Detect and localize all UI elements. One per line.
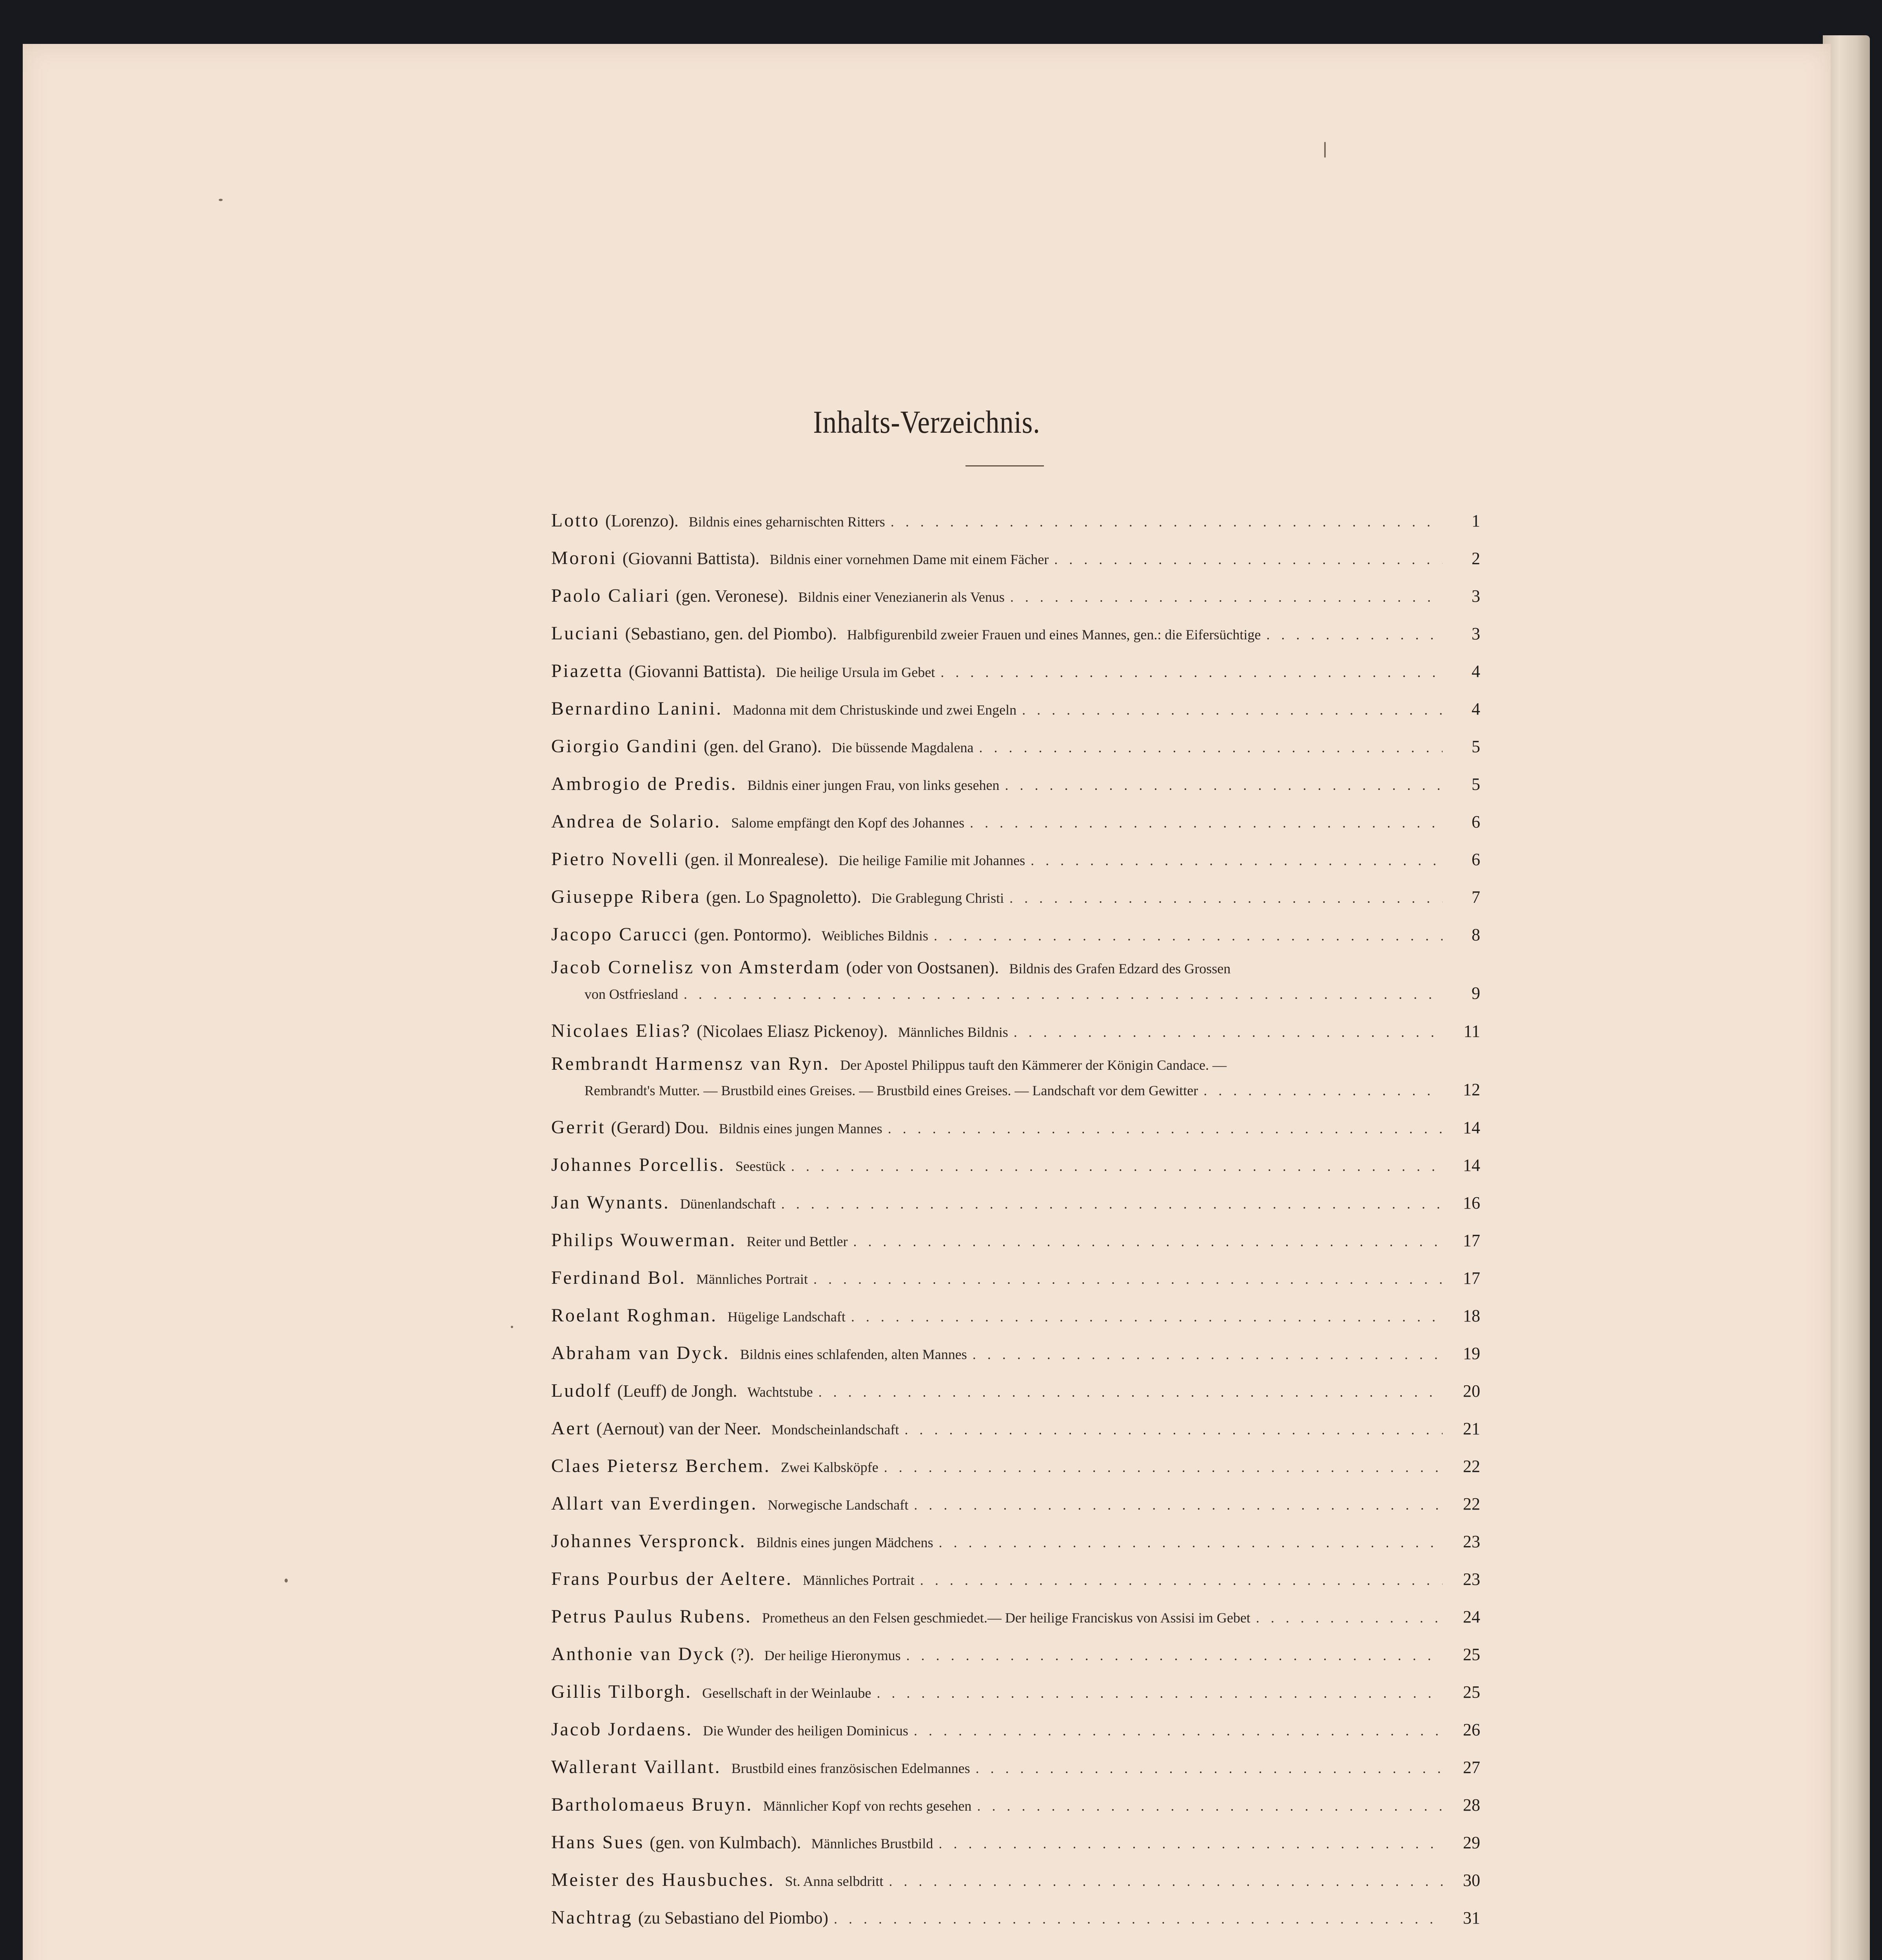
toc-entry: [551, 1635, 1480, 1673]
toc-work-title: Salome empfängt den Kopf des Johannes: [731, 815, 965, 831]
toc-artist: Wallerant Vaillant.: [551, 1757, 721, 1777]
dot-leader: [1025, 842, 1443, 878]
toc-entry-line: [551, 1673, 1480, 1711]
toc-page-number: 8: [1472, 925, 1480, 944]
toc-artist: Petrus Paulus Rubens.: [551, 1606, 752, 1627]
dot-leader: [878, 1448, 1443, 1485]
toc-work-title: Brustbild eines französischen Edelmannes: [731, 1760, 970, 1776]
dot-leader: [808, 1260, 1443, 1297]
dot-leader: [813, 1373, 1443, 1410]
toc-work-title: Hügelige Landschaft: [727, 1309, 846, 1325]
toc-entry-line: [551, 765, 1480, 803]
toc-entry-line: [551, 1410, 1480, 1447]
toc-entry-continuation: [551, 975, 1480, 1012]
toc-artist-detail: (Aernout) van der Neer.: [596, 1419, 761, 1438]
paper-speck: [285, 1579, 288, 1583]
toc-entry-line: [551, 1109, 1480, 1146]
toc-page-number: 19: [1463, 1344, 1480, 1363]
toc-work-title: St. Anna selbdritt: [785, 1873, 884, 1889]
dot-leader: [933, 1825, 1443, 1861]
toc-artist-detail: (Giovanni Battista).: [628, 662, 766, 681]
toc-entry-line: [551, 1711, 1480, 1748]
toc-page-number: 2: [1472, 549, 1480, 568]
toc-entry: [551, 502, 1480, 539]
paper-speck: [1324, 142, 1326, 158]
toc-artist: Nachtrag: [551, 1907, 633, 1928]
toc-page-number: 22: [1463, 1494, 1480, 1514]
toc-work-title: Prometheus an den Felsen geschmiedet.— Der heilige Franciskus von Assisi im Gebet: [762, 1610, 1250, 1626]
dot-leader: [871, 1674, 1443, 1711]
toc-entry: [551, 539, 1480, 577]
toc-entry: [551, 690, 1480, 728]
dot-leader: [884, 1862, 1443, 1899]
toc-page-number: 5: [1472, 775, 1480, 794]
toc-artist: Johannes Verspronck.: [551, 1531, 746, 1552]
toc-artist: Giuseppe Ribera: [551, 886, 701, 907]
dot-leader: [885, 503, 1443, 539]
toc-artist: Giorgio Gandini: [551, 736, 699, 757]
dot-leader: [1250, 1599, 1443, 1635]
toc-artist-detail: (zu Sebastiano del Piombo): [638, 1908, 829, 1927]
dot-leader: [928, 917, 1443, 953]
toc-artist: Roelant Roghman.: [551, 1305, 717, 1326]
toc-page-number: 30: [1463, 1871, 1480, 1890]
toc-page-number: 21: [1463, 1419, 1480, 1438]
toc-entry-line: [551, 1184, 1480, 1221]
toc-page-number: 25: [1463, 1682, 1480, 1702]
toc-work-title-continued: von Ostfriesland: [584, 986, 678, 1002]
toc-entry: [551, 803, 1480, 840]
toc-entry: [551, 878, 1480, 916]
toc-artist: Hans Sues: [551, 1832, 644, 1853]
toc-artist-detail: (Gerard) Dou.: [611, 1118, 709, 1137]
document-page: [23, 44, 1831, 1960]
toc-artist-detail: (Leuff) de Jongh.: [617, 1381, 737, 1401]
toc-entry-line: [551, 1598, 1480, 1635]
toc-artist: Gerrit: [551, 1117, 606, 1138]
toc-page-number: 1: [1472, 511, 1480, 530]
toc-artist-detail: (oder von Oostsanen).: [846, 958, 999, 977]
toc-artist-detail: (gen. von Kulmbach).: [650, 1833, 801, 1852]
dot-leader: [901, 1637, 1443, 1673]
toc-page-number: 25: [1463, 1645, 1480, 1664]
toc-artist-detail: (Lorenzo).: [605, 511, 679, 530]
toc-artist-detail: (Giovanni Battista).: [622, 549, 760, 568]
toc-page-number: 5: [1472, 737, 1480, 756]
toc-page-number: 28: [1463, 1795, 1480, 1815]
dot-leader: [908, 1712, 1443, 1748]
toc-entry: [551, 1899, 1480, 1936]
toc-work-title: Bildnis des Grafen Edzard des Grossen: [1009, 961, 1231, 976]
toc-artist: Jacob Jordaens.: [551, 1719, 693, 1740]
toc-entry: [551, 1861, 1480, 1899]
paper-speck: [219, 199, 223, 201]
toc-work-title: Die Wunder des heiligen Dominicus: [703, 1723, 909, 1739]
toc-artist: Lotto: [551, 510, 600, 531]
toc-work-title: Bildnis eines geharnischten Ritters: [688, 514, 885, 530]
toc-work-title: Gesellschaft in der Weinlaube: [702, 1685, 871, 1701]
toc-work-title: Die büssende Magdalena: [831, 740, 974, 755]
toc-entry-line: [551, 1012, 1480, 1050]
toc-entry-line: [551, 1861, 1480, 1899]
toc-entry-line: [551, 1221, 1480, 1259]
toc-entry-line: [551, 728, 1480, 765]
toc-work-title-continued: Rembrandt's Mutter. — Brustbild eines Greises. — Brustbild eines Greises. — Landschaft vor dem Gewitter: [584, 1083, 1198, 1098]
title-divider: [966, 465, 1044, 466]
toc-entry-line: [551, 1259, 1480, 1297]
toc-page-number: 12: [1463, 1080, 1480, 1099]
toc-artist: Gillis Tilborgh.: [551, 1681, 692, 1702]
toc-entry: [551, 953, 1480, 1012]
toc-entry-line: [551, 1372, 1480, 1410]
toc-page-number: 31: [1463, 1908, 1480, 1927]
toc-entry-line: [551, 1560, 1480, 1598]
toc-work-title: Der heilige Hieronymus: [764, 1648, 901, 1663]
toc-entry: [551, 1109, 1480, 1146]
toc-work-title: Bildnis einer jungen Frau, von links gesehen: [747, 777, 1000, 793]
dot-leader: [848, 1223, 1443, 1259]
dot-leader: [1198, 1072, 1443, 1109]
toc-entry-line: [551, 1523, 1480, 1560]
toc-artist: Frans Pourbus der Aeltere.: [551, 1568, 793, 1589]
toc-work-title: Bildnis einer vornehmen Dame mit einem Fächer: [769, 552, 1049, 567]
toc-entry-line: [551, 878, 1480, 916]
dot-leader: [828, 1900, 1443, 1936]
toc-entry: [551, 1824, 1480, 1861]
toc-entry: [551, 1012, 1480, 1050]
dot-leader: [899, 1411, 1443, 1447]
toc-work-title: Dünenlandschaft: [680, 1196, 776, 1212]
toc-entry: [551, 765, 1480, 803]
dot-leader: [964, 804, 1443, 840]
toc-entry: [551, 1598, 1480, 1635]
dot-leader: [933, 1524, 1443, 1560]
toc-work-title: Bildnis eines schlafenden, alten Mannes: [740, 1347, 967, 1362]
toc-artist-detail: (gen. il Monrealese).: [684, 850, 829, 869]
toc-work-title: Wachtstube: [747, 1384, 813, 1400]
toc-entry-line: [551, 1485, 1480, 1523]
toc-entry-line: [551, 1447, 1480, 1485]
toc-artist: Philips Wouwerman.: [551, 1230, 737, 1250]
toc-page-number: 3: [1472, 624, 1480, 643]
toc-entry-line: [551, 916, 1480, 953]
toc-artist: Anthonie van Dyck: [551, 1644, 725, 1664]
toc-entry: [551, 1673, 1480, 1711]
toc-page-number: 6: [1472, 812, 1480, 831]
dot-leader: [915, 1561, 1443, 1598]
toc-page-number: 4: [1472, 699, 1480, 719]
toc-entry: [551, 1786, 1480, 1824]
toc-entry: [551, 615, 1480, 652]
toc-entry-line: [551, 615, 1480, 652]
toc-work-title: Seestück: [735, 1158, 786, 1174]
toc-work-title: Bildnis einer Venezianerin als Venus: [798, 589, 1005, 605]
toc-page-number: 20: [1463, 1381, 1480, 1401]
toc-work-title: Der Apostel Philippus tauft den Kämmerer der Königin Candace. —: [840, 1057, 1227, 1073]
toc-page-number: 16: [1463, 1193, 1480, 1212]
toc-work-title: Norwegische Landschaft: [768, 1497, 909, 1513]
dot-leader: [1261, 616, 1443, 652]
dot-leader: [846, 1298, 1443, 1334]
toc-work-title: Madonna mit dem Christuskinde und zwei Engeln: [733, 702, 1017, 718]
toc-work-title: Männliches Portrait: [802, 1572, 915, 1588]
toc-page-number: 22: [1463, 1457, 1480, 1476]
dot-leader: [970, 1749, 1443, 1786]
toc-entry: [551, 1184, 1480, 1221]
dot-leader: [935, 653, 1443, 690]
toc-page-number: 6: [1472, 850, 1480, 869]
toc-page-number: 17: [1463, 1231, 1480, 1250]
toc-entry: [551, 1221, 1480, 1259]
toc-artist: Bernardino Lanini.: [551, 698, 723, 719]
toc-entry-line: [551, 1786, 1480, 1824]
toc-entry: [551, 1560, 1480, 1598]
dot-leader: [1016, 691, 1443, 728]
toc-artist: Pietro Novelli: [551, 849, 679, 869]
toc-artist: Ludolf: [551, 1380, 612, 1401]
toc-entry-line: [551, 690, 1480, 728]
toc-entry: [551, 1050, 1480, 1109]
dot-leader: [967, 1336, 1443, 1372]
toc-artist: Luciani: [551, 623, 620, 644]
toc-artist: Piazetta: [551, 661, 623, 681]
toc-page-number: 26: [1463, 1720, 1480, 1739]
toc-entry-line: [551, 1297, 1480, 1334]
page-title: Inhalts-Verzeichnis.: [813, 404, 1040, 440]
toc-artist-detail: (Sebastiano, gen. del Piombo).: [625, 624, 837, 643]
toc-entry-line: [551, 1824, 1480, 1861]
paper-speck: [511, 1326, 513, 1328]
toc-entry: [551, 1447, 1480, 1485]
toc-artist: Jacob Cornelisz von Amsterdam: [551, 957, 841, 978]
toc-artist: Meister des Hausbuches.: [551, 1869, 775, 1890]
toc-entry-line: [551, 502, 1480, 539]
toc-work-title: Bildnis eines jungen Mannes: [719, 1121, 882, 1136]
toc-entry: [551, 840, 1480, 878]
toc-work-title: Zwei Kalbsköpfe: [780, 1459, 878, 1475]
toc-artist: Moroni: [551, 548, 617, 568]
toc-entry-line: [551, 539, 1480, 577]
toc-page-number: 18: [1463, 1306, 1480, 1325]
toc-artist: Rembrandt Harmensz van Ryn.: [551, 1053, 830, 1074]
toc-page-number: 17: [1463, 1269, 1480, 1288]
toc-entry: [551, 1146, 1480, 1184]
toc-entry-line: [551, 803, 1480, 840]
toc-page-number: 29: [1463, 1833, 1480, 1852]
dot-leader: [1049, 541, 1443, 577]
toc-artist-detail: (gen. Lo Spagnoletto).: [706, 887, 862, 907]
toc-entry: [551, 652, 1480, 690]
toc-artist: Ambrogio de Predis.: [551, 773, 737, 794]
toc-entry: [551, 1297, 1480, 1334]
toc-work-title: Männliches Bildnis: [898, 1024, 1008, 1040]
toc-artist: Abraham van Dyck.: [551, 1343, 730, 1363]
toc-entry-line: [551, 1146, 1480, 1184]
toc-entry: [551, 916, 1480, 953]
toc-entry-line: [551, 840, 1480, 878]
dot-leader: [786, 1147, 1443, 1184]
toc-work-title: Männlicher Kopf von rechts gesehen: [763, 1798, 972, 1814]
dot-leader: [678, 975, 1443, 1012]
toc-entry: [551, 728, 1480, 765]
toc-entry-line: [551, 1748, 1480, 1786]
toc-entry: [551, 1259, 1480, 1297]
toc-entry: [551, 1711, 1480, 1748]
dot-leader: [908, 1486, 1443, 1523]
toc-page-number: 27: [1463, 1758, 1480, 1777]
toc-artist: Andrea de Solario.: [551, 811, 721, 832]
toc-artist-detail: (gen. del Grano).: [704, 737, 822, 756]
toc-work-title: Reiter und Bettler: [746, 1234, 848, 1249]
toc-page-number: 14: [1463, 1156, 1480, 1175]
toc-work-title: Die Grablegung Christi: [871, 890, 1004, 906]
toc-entry: [551, 1410, 1480, 1447]
toc-artist: Claes Pietersz Berchem.: [551, 1455, 771, 1476]
toc-artist: Nicolaes Elias?: [551, 1020, 691, 1041]
toc-work-title: Bildnis eines jungen Mädchens: [756, 1535, 933, 1550]
toc-artist-detail: (gen. Veronese).: [675, 586, 788, 606]
toc-page-number: 11: [1463, 1022, 1480, 1041]
toc-entry-line: [551, 1334, 1480, 1372]
dot-leader: [1008, 1013, 1443, 1050]
dot-leader: [971, 1787, 1443, 1824]
toc-entry-line: [551, 652, 1480, 690]
page-content: [23, 44, 1831, 1960]
toc-artist: Allart van Everdingen.: [551, 1493, 758, 1514]
toc-artist: Ferdinand Bol.: [551, 1267, 686, 1288]
toc-page-number: 9: [1472, 984, 1480, 1003]
toc-artist: Johannes Porcellis.: [551, 1154, 725, 1175]
toc-artist-detail: (?).: [730, 1645, 754, 1664]
toc-artist-detail: (Nicolaes Eliasz Pickenoy).: [697, 1022, 888, 1041]
toc-entry-line: [551, 577, 1480, 615]
toc-work-title: Halbfigurenbild zweier Frauen und eines Mannes, gen.: die Eifersüchtige: [847, 627, 1261, 642]
toc-entry-line: [551, 1899, 1480, 1936]
toc-artist: Paolo Caliari: [551, 585, 670, 606]
toc-page-number: 3: [1472, 586, 1480, 606]
toc-entry: [551, 577, 1480, 615]
toc-work-title: Mondscheinlandschaft: [771, 1422, 899, 1437]
toc-page-number: 4: [1472, 662, 1480, 681]
dot-leader: [882, 1110, 1443, 1146]
toc-artist: Jan Wynants.: [551, 1192, 670, 1213]
toc-artist: Jacopo Carucci: [551, 924, 689, 945]
table-of-contents: [551, 502, 1480, 1936]
dot-leader: [1000, 766, 1443, 803]
toc-page-number: 24: [1463, 1607, 1480, 1626]
toc-page-number: 23: [1463, 1570, 1480, 1589]
toc-page-number: 7: [1472, 887, 1480, 907]
toc-entry: [551, 1334, 1480, 1372]
toc-page-number: 14: [1463, 1118, 1480, 1137]
toc-entry: [551, 1523, 1480, 1560]
toc-artist: Bartholomaeus Bruyn.: [551, 1794, 753, 1815]
toc-artist-detail: (gen. Pontormo).: [694, 925, 811, 944]
toc-entry-line: [551, 1635, 1480, 1673]
toc-entry: [551, 1485, 1480, 1523]
dot-leader: [974, 729, 1443, 765]
dot-leader: [1004, 879, 1443, 916]
toc-entry: [551, 1748, 1480, 1786]
toc-work-title: Männliches Brustbild: [811, 1836, 933, 1851]
dot-leader: [776, 1185, 1443, 1221]
toc-entry-continuation: [551, 1071, 1480, 1109]
toc-work-title: Männliches Portrait: [696, 1271, 808, 1287]
toc-page-number: 23: [1463, 1532, 1480, 1551]
toc-work-title: Die heilige Familie mit Johannes: [838, 853, 1025, 868]
toc-artist: Aert: [551, 1418, 591, 1439]
toc-work-title: Die heilige Ursula im Gebet: [776, 664, 935, 680]
toc-work-title: Weibliches Bildnis: [821, 928, 929, 944]
toc-entry: [551, 1372, 1480, 1410]
dot-leader: [1005, 578, 1443, 615]
